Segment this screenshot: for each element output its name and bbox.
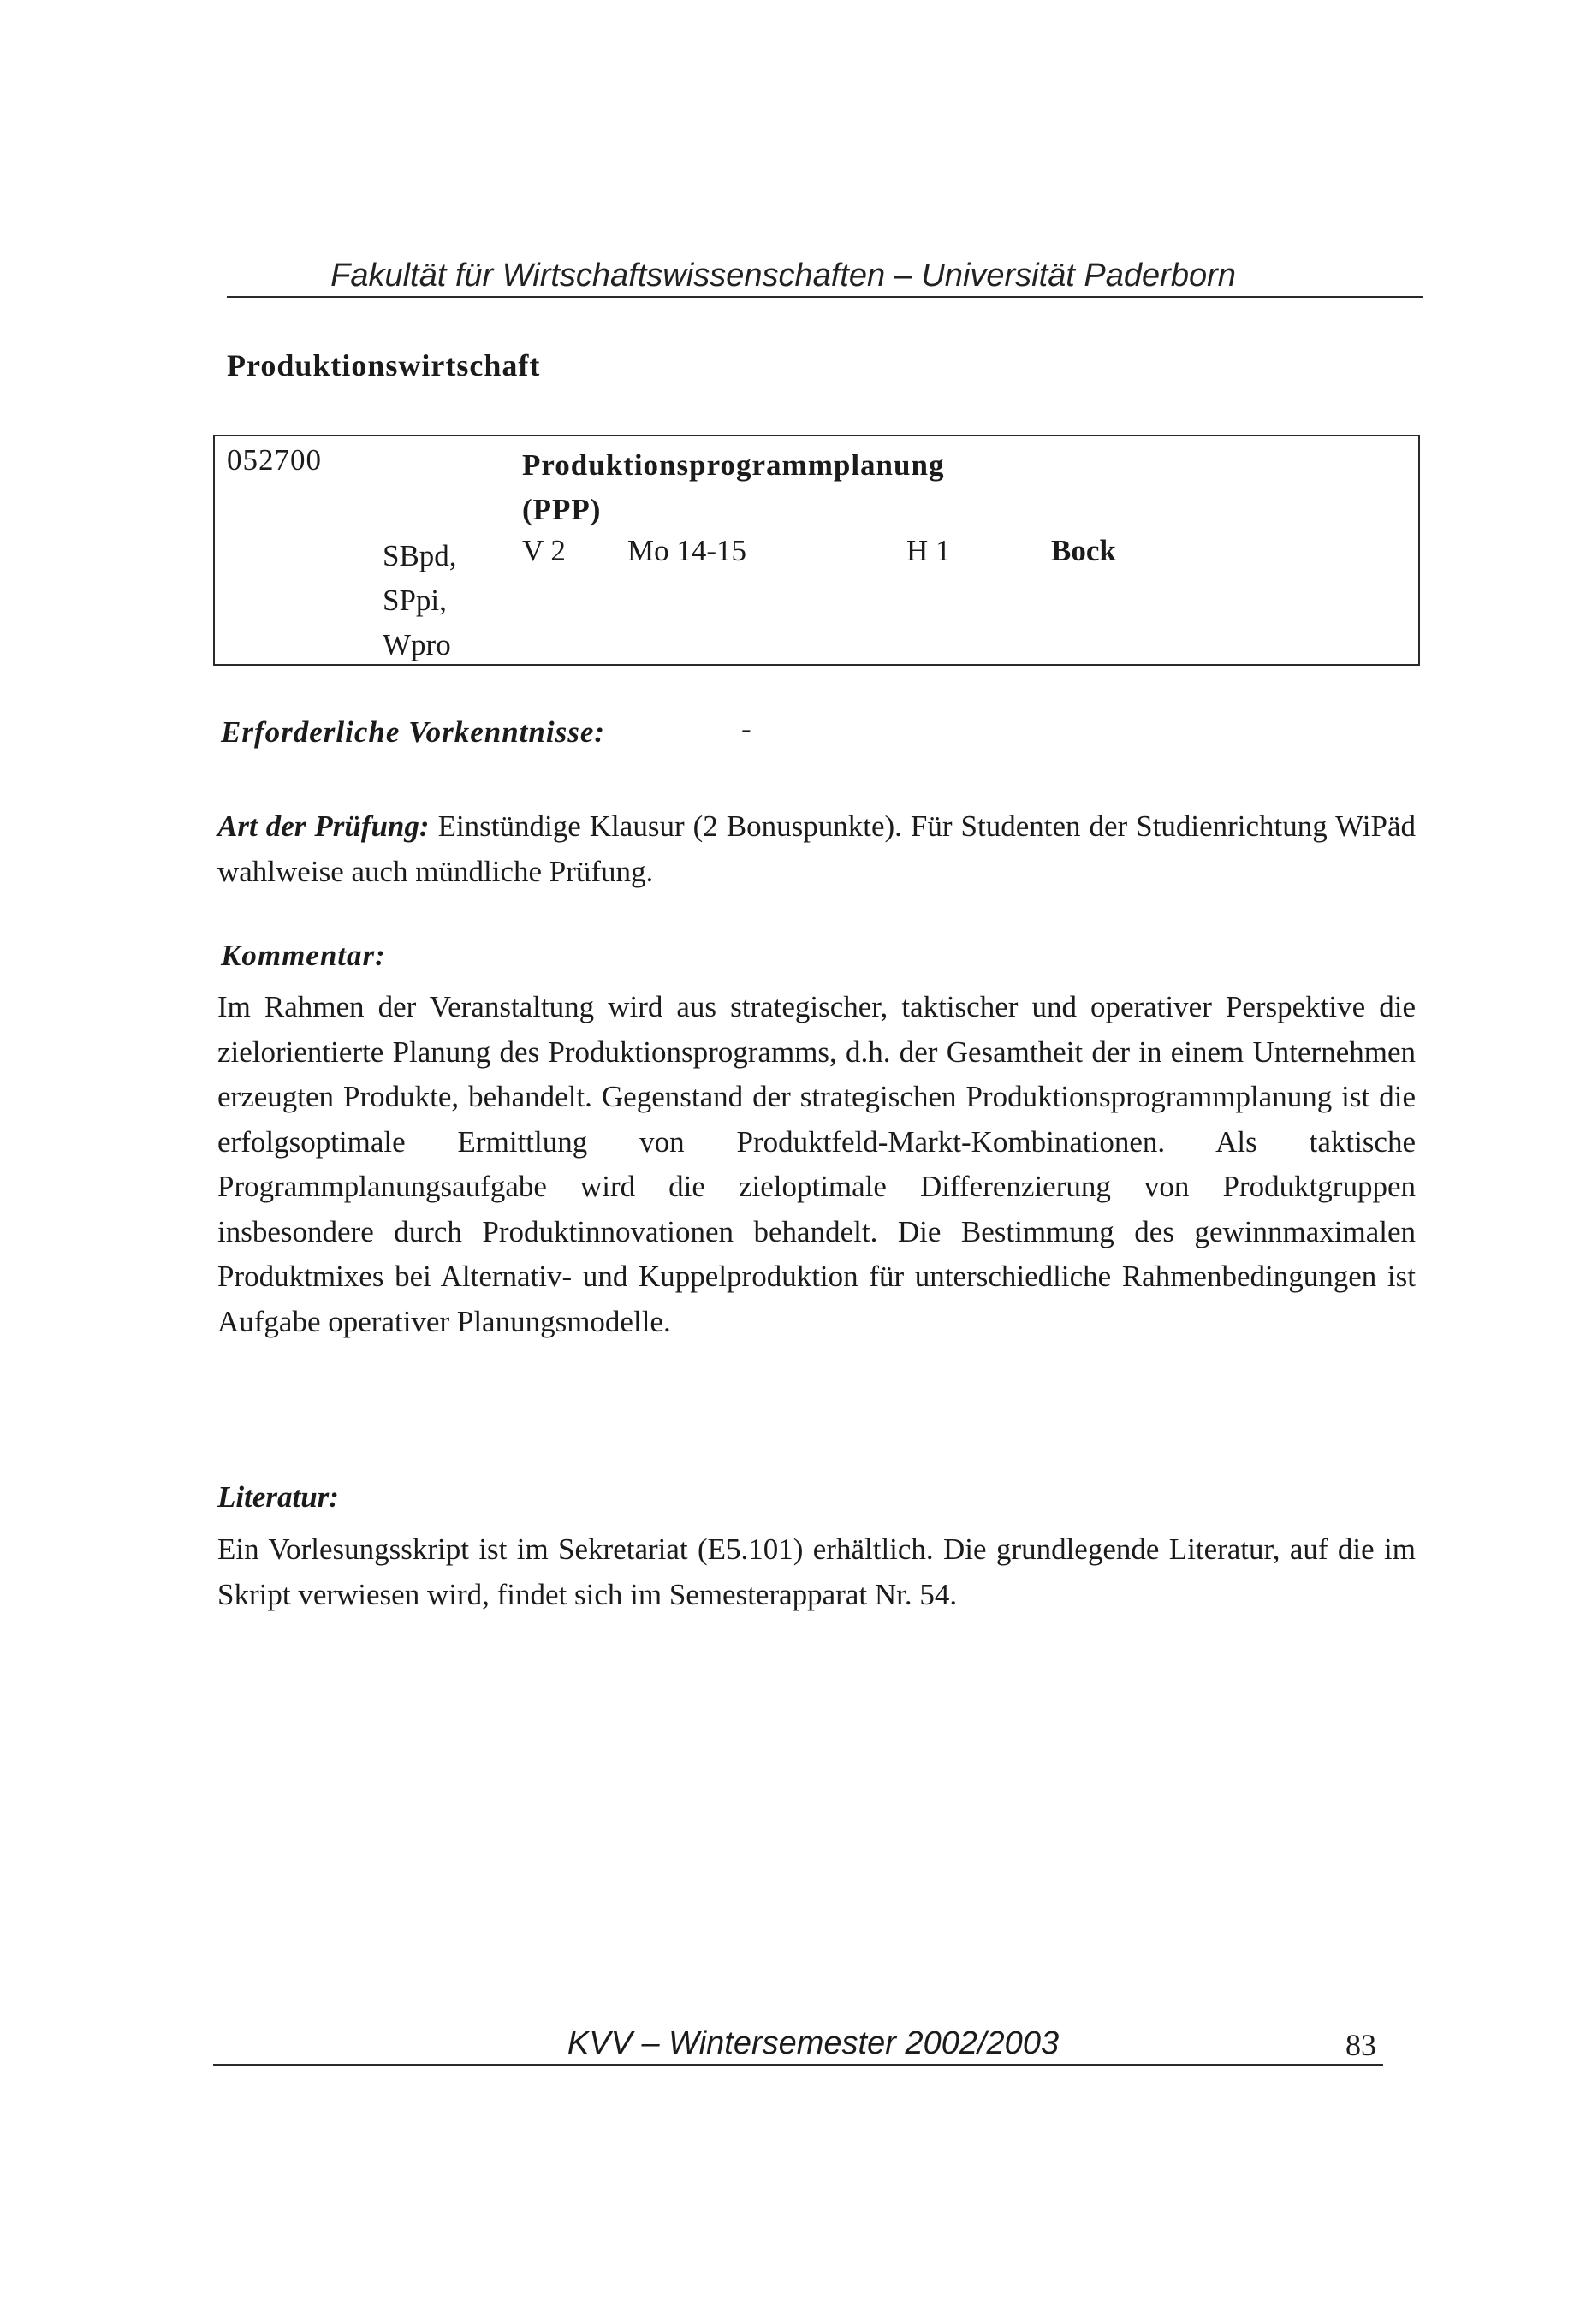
comment-text: Im Rahmen der Veranstaltung wird aus strategischer, taktischer und operativer Perspektive die zielorientierte Planung des Produktionsprogramms, d.h. der Gesamtheit der in einem Unternehmen erzeugten Produkte, behandelt. Gegenstand der strategischen Produktionsprogrammplanung ist die erfolgsoptimale Ermittlung von Produktfeld-Markt-Kombinationen. Als taktische Programmplanungsaufgabe wird die zieloptimale Differenzierung von Produktgruppen insbesondere durch Produktinnovationen behandelt. Die Bestimmung des gewinnmaximalen Produktmixes bei Alternativ- und Kuppelproduktion für unterschiedliche Rahmenbedingungen ist Aufgabe operativer Planungsmodelle. xyxy=(217,990,1416,1338)
prerequisites-label: Erforderliche Vorkenntnisse: xyxy=(221,715,606,749)
section-title: Produktionswirtschaft xyxy=(227,348,541,382)
prerequisites-value: - xyxy=(741,712,751,745)
footer-rule xyxy=(213,2064,1383,2066)
course-title-line2: (PPP) xyxy=(522,493,602,526)
page-number: 83 xyxy=(1345,2028,1376,2062)
course-time: Mo 14-15 xyxy=(627,534,747,567)
course-title-line1: Produktionsprogrammplanung xyxy=(522,448,945,482)
footer-catalog: KVV – Wintersemester 2002/2003 xyxy=(567,2025,1060,2061)
exam-text: Einstündige Klausur (2 Bonuspunkte). Für Studenten der Studienrichtung WiPäd wahlweise auch mündliche Prüfung. xyxy=(217,809,1416,888)
header-rule xyxy=(227,296,1423,298)
course-number: 052700 xyxy=(227,443,322,477)
target-group: Wpro xyxy=(383,628,451,661)
course-room: H 1 xyxy=(906,534,951,567)
comment-label: Kommentar: xyxy=(221,939,386,972)
exam-label: Art der Prüfung: xyxy=(217,809,430,843)
target-group: SBpd, xyxy=(383,539,457,572)
course-lecturer: Bock xyxy=(1051,534,1116,567)
course-target-groups xyxy=(383,534,457,667)
target-group: SPpi, xyxy=(383,584,447,617)
faculty-header: Fakultät für Wirtschaftswissenschaften – Universität Paderborn xyxy=(330,258,1236,293)
literature-label: Literatur: xyxy=(217,1480,339,1514)
exam-paragraph xyxy=(217,804,1416,894)
course-hours: V 2 xyxy=(522,534,566,567)
course-title xyxy=(522,443,944,532)
literature-text: Ein Vorlesungsskript ist im Sekretariat (E5.101) erhältlich. Die grundlegende Literatur, auf die im Skript verwiesen wird, findet sich im Semesterapparat Nr. 54. xyxy=(217,1533,1416,1611)
